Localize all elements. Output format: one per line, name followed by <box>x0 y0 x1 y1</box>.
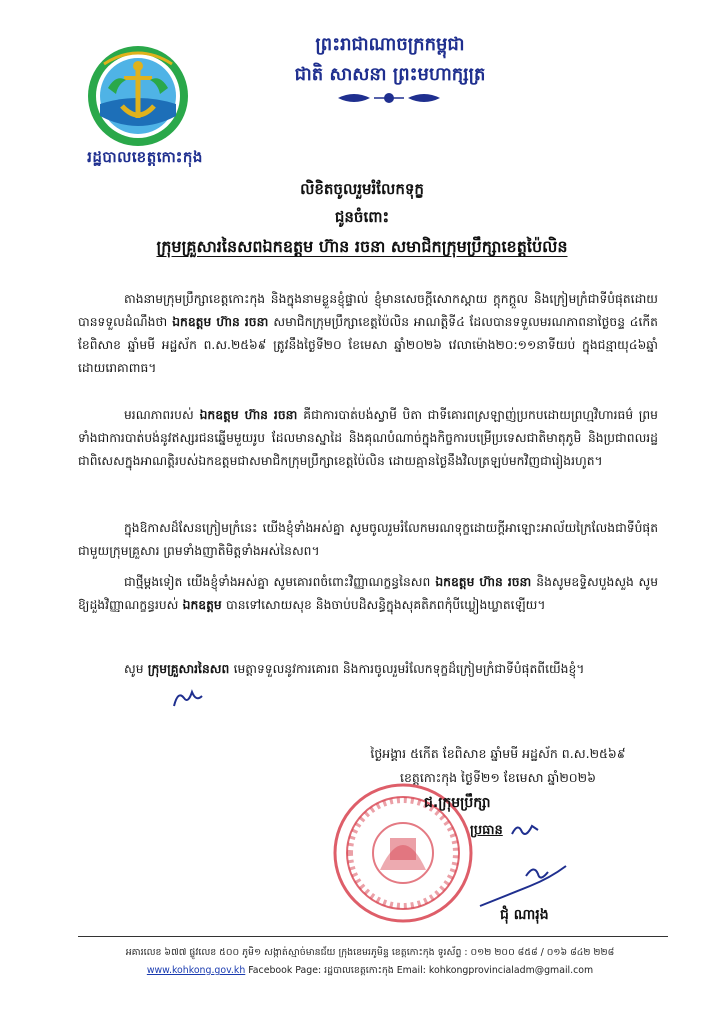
email-label: Email: <box>396 965 426 976</box>
koh-kong-emblem-icon <box>86 44 190 148</box>
province-logo <box>86 44 190 148</box>
paragraph-2-rest: គឺជាការបាត់បង់ស្វាមី បិតា ជាទីគោរពស្រឡាញ់ប្រកបដោយព្រហ្មវិហារធម៌ ព្រមទាំងជាការបាត់បង់នូវឥស្សរជនឆ្នើមមួយរូប ដែលមានស្នាដៃ និងគុណបំណាច់ក្នុងកិច្ចការបម្រើប្រទេសជាតិមាតុភូមិ និងប្រជាពលរដ្ឋ ជាពិសេសក្នុងអាណត្តិរបស់ឯកឧត្តមជាសមាជិកក្រុមប្រឹក្សាខេត្តប៉ៃលិន ដោយគ្មានថ្ងៃនឹងវិលត្រឡប់មកវិញជារៀងរហូត។ <box>78 408 658 468</box>
solar-date: ខេត្តកោះកុង ថ្ងៃទី២១ ខែមេសា ឆ្នាំ២០២៦ <box>400 770 596 785</box>
signer-name: ជុំ ណារុង <box>500 907 549 923</box>
deceased-name: ឯកឧត្តម ហ៊ាន រចនា <box>167 315 274 329</box>
paragraph-1 <box>78 288 658 380</box>
footer-address: អគារលេខ ៦៧៧ ផ្លូវលេខ ៥០០ ភូមិ១ សង្កាត់ស្មាច់មានជ័យ ក្រុងខេមរភូមិន្ទ ខេត្តកោះកុង ទូរស័ព្ទ : ០១២ ២០០ ៨៥៨ / ០១៦ ៨៤២ ២២៨ <box>125 947 615 958</box>
paragraph-1-text: តាងនាមក្រុមប្រឹក្សាខេត្តកោះកុង និងក្នុងនាមខ្លួនខ្ញុំផ្ទាល់ ខ្ញុំមានសេចក្តីសោកស្តាយ ក្តុកក្តួល និងក្រៀមក្រំជាទីបំផុតដោយបានទទួលដំណឹងថា <box>78 292 658 329</box>
facebook-page: រដ្ឋបាលខេត្តកោះកុង <box>324 965 394 976</box>
footer-contacts <box>60 964 680 978</box>
paragraph-5-rest: មេត្តាទទួលនូវការគោរព និងការចូលរួមរំលែកទុក្ខដ៏ក្រៀមក្រំជាទីបំផុតពីយើងខ្ញុំ។ <box>233 662 585 676</box>
paragraph-5 <box>78 658 658 681</box>
facebook-label: Facebook Page: <box>248 965 322 976</box>
lunar-date: ថ្ងៃអង្គារ ៥កើត ខែពិសាខ ឆ្នាំមមី អដ្ឋស័ក ព.ស.២៥៦៩ <box>370 746 626 761</box>
footer-divider <box>78 936 668 937</box>
email-address: kohkongprovincialadm@gmail.com <box>428 965 594 976</box>
paragraph-1-rest: សមាជិកក្រុមប្រឹក្សាខេត្តប៉ៃលិន អាណត្តិទី៤ ដែលបានទទួលមរណភាពនាថ្ងៃចន្ទ ៤កើត ខែពិសាខ ឆ្នាំមមី អដ្ឋស័ក ព.ស.២៥៦៩ ត្រូវនឹងថ្ងៃទី២០ ខែមេសា ឆ្នាំ២០២៦ វេលាម៉ោង២០:១១នាទីយប់ ក្នុងជន្មាយុ៤៦ឆ្នាំ ដោយរោគាពាធ។ <box>78 315 658 375</box>
paragraph-5-lead: សូម <box>124 662 144 676</box>
initials-signature-icon <box>170 688 206 710</box>
paragraph-2 <box>78 404 658 473</box>
signer-role: ប្រធាន <box>470 823 503 838</box>
paragraph-3-text: ក្នុងឱកាសដ៏សែនក្រៀមក្រំនេះ យើងខ្ញុំទាំងអស់គ្នា សូមចូលរួមរំលែកមរណទុក្ខដោយក្តីអាឡោះអាល័យក្រៃលែងជាទីបំផុតជាមួយក្រុមគ្រួសារ ព្រមទាំងញាតិមិត្តទាំងអស់នៃសព។ <box>78 521 658 558</box>
authority-name: រដ្ឋបាលខេត្តកោះកុង <box>87 148 203 166</box>
ornament-flourish-icon <box>334 90 444 106</box>
national-motto: ជាតិ សាសនា ព្រះមហាក្សត្រ <box>294 64 486 85</box>
paragraph-3 <box>78 517 658 563</box>
honorific: ឯកឧត្តម <box>178 598 226 612</box>
deceased-name: ឯកឧត្តម ហ៊ាន រចនា <box>430 575 537 589</box>
kingdom-header <box>240 30 540 90</box>
paragraph-2-lead: មរណភាពរបស់ <box>124 408 194 422</box>
recipient-line: ក្រុមគ្រួសារនៃសពឯកឧត្តម ហ៊ាន រចនា សមាជិកក្រុមប្រឹក្សាខេត្តប៉ៃលិន <box>156 237 568 256</box>
paragraph-4-rest: បានទៅសោយសុខ និងចាប់បដិសន្ធិក្នុងសុគតិភពកុំបីឃ្លៀងឃ្លាតឡើយ។ <box>226 598 546 612</box>
addressed-to-label: ជូនចំពោះ <box>334 208 390 226</box>
role-initial-icon <box>510 820 540 840</box>
website-link[interactable]: www.kohkong.gov.kh <box>146 965 246 976</box>
paragraph-4-lead: ជាថ្មីម្តងទៀត យើងខ្ញុំទាំងអស់គ្នា សូមគោរពចំពោះវិញ្ញាណក្ខន្ធនៃសព <box>124 575 431 589</box>
letter-title: លិខិតចូលរួមរំលែកទុក្ខ <box>300 180 424 198</box>
paragraph-4 <box>78 571 658 617</box>
kingdom-title: ព្រះរាជាណាចក្រកម្ពុជា <box>315 34 465 55</box>
family-name: ក្រុមគ្រួសារនៃសព <box>143 662 234 676</box>
on-behalf-label: ជ.ក្រុមប្រឹក្សា <box>424 795 491 811</box>
deceased-name: ឯកឧត្តម ហ៊ាន រចនា <box>193 408 304 422</box>
paragraph-4-mid: និងសូមឧទ្ទិសបួងសួង សូមឱ្យដួងវិញ្ញាណក្ខន្ធរបស់ <box>78 575 658 612</box>
